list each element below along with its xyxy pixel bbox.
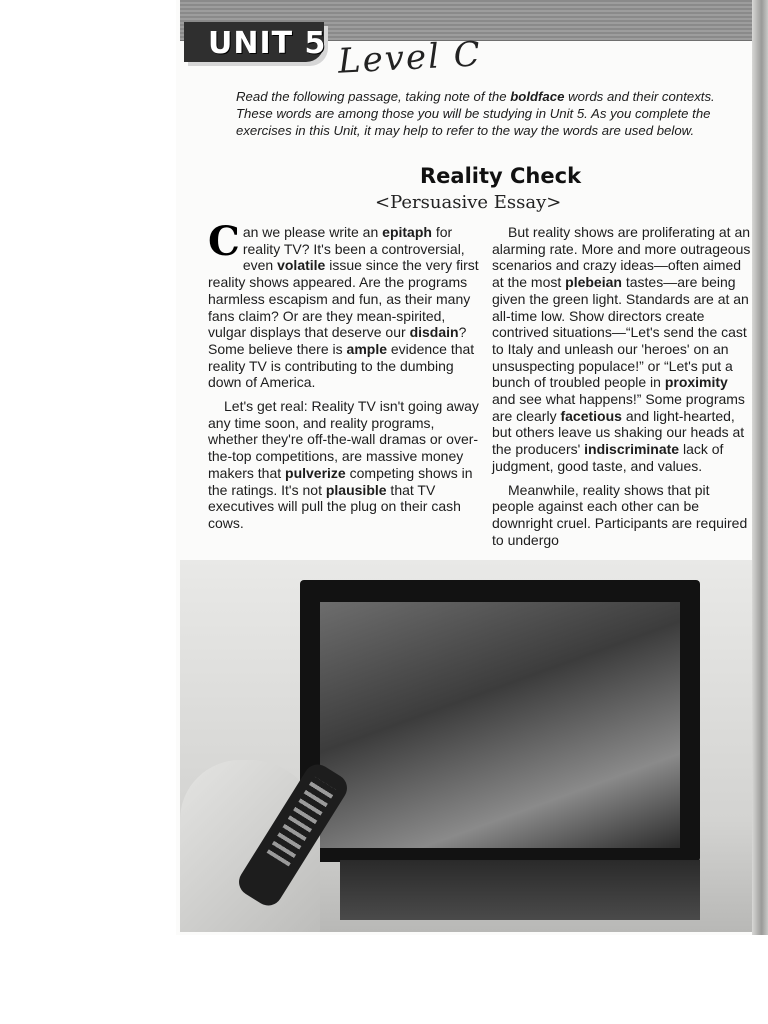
text-run: lack of judgment, good taste, and values.: [492, 441, 724, 474]
text-run: evidence that reality TV is contributing to the dumbing down of America.: [208, 340, 475, 391]
text-run: tastes—are being given the green light. Standards are at an all-time low. Show directors create contrived situations—“Let's send the cast to Italy and unleash our 'heroes' on an unsuspecting populace!” or “Let's put a bunch of troubled people in: [492, 274, 749, 391]
tv-remote-photo: [180, 560, 752, 932]
text-run: ? Some believe there is: [208, 324, 467, 357]
vocab-word-pulverize: pulverize: [285, 464, 346, 481]
television-image: [300, 580, 700, 862]
page-bottom-margin: [0, 935, 768, 1024]
paragraph-1: [208, 218, 480, 391]
paragraph-2: [208, 398, 480, 532]
vocab-word-ample: ample: [346, 340, 387, 357]
text-run: and see what happens!” Some programs are clearly: [492, 391, 745, 424]
tv-stand: [340, 860, 700, 920]
vocab-word-plebeian: plebeian: [565, 274, 622, 291]
paragraph-3: [492, 224, 754, 475]
text-run: and light-hearted, but others leave us shaking our heads at the producers': [492, 407, 745, 458]
text-run: competing shows in the ratings. It's not: [208, 464, 473, 498]
text-run: for reality TV? It's been a controversial, even: [242, 224, 465, 274]
vocab-word-proximity: proximity: [664, 374, 728, 391]
text-run: Meanwhile, reality shows that pit people against each other can be downright cruel. Participants are required to undergo: [492, 481, 748, 548]
vocab-word-facetious: facetious: [560, 407, 622, 424]
intro-instructions: [236, 88, 736, 139]
text-run: an we please write an: [242, 224, 383, 240]
article-column-1: [208, 218, 480, 532]
text-run: that TV executives will pull the plug on their cash cows.: [208, 481, 461, 531]
page-edge-shadow: [752, 0, 768, 940]
paragraph-4: [492, 482, 754, 549]
intro-bold-word: boldface: [510, 89, 565, 104]
vocab-word-epitaph: epitaph: [382, 224, 432, 240]
text-run: But reality shows are proliferating at an alarming rate. More and more outrageous scenarios and crazy ideas—often aimed at the most: [492, 224, 751, 291]
article-title: Reality Check: [420, 164, 582, 188]
article-column-2: [492, 224, 754, 548]
article-subtitle: <Persuasive Essay>: [375, 192, 562, 213]
text-run: issue since the very first reality shows appeared. Are the programs harmless escapism and fun, as their many fans claim? Or are they mean-spirited, vulgar displays that deserve our: [208, 257, 479, 341]
vocab-word-volatile: volatile: [277, 257, 326, 274]
handwritten-level-note: Level C: [337, 34, 483, 82]
drop-cap: C: [208, 218, 240, 265]
unit-label: UNIT 5: [208, 26, 327, 61]
vocab-word-indiscriminate: indiscriminate: [584, 441, 680, 458]
text-run: Let's get real: Reality TV isn't going away any time soon, and reality programs, whether they're off-the-wall dramas or over-the-top competitions, are massive money makers that: [208, 398, 479, 481]
intro-text-end: words and their contexts. These words are among those you will be studying in Unit 5. As you complete the exercises in this Unit, it may help to refer to the way the words are used below.: [236, 89, 715, 138]
intro-text-start: Read the following passage, taking note of the: [236, 89, 511, 104]
vocab-word-plausible: plausible: [325, 481, 387, 498]
vocab-word-disdain: disdain: [409, 324, 459, 341]
tv-screen: [320, 602, 680, 848]
